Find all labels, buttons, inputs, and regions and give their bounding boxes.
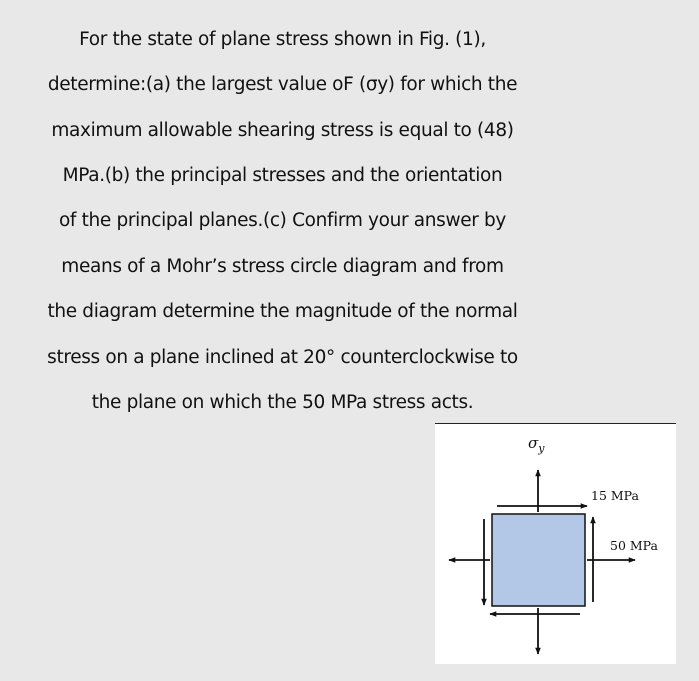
problem-line-6: means of a Mohr’s stress circle diagram and from xyxy=(61,256,504,277)
problem-line-5: of the principal planes.(c) Confirm your answer by xyxy=(58,210,507,231)
stress-element xyxy=(492,514,585,606)
problem-line-8: stress on a plane inclined at 20° counterclockwise to xyxy=(47,347,518,368)
normal-stress-label: 50 MPa xyxy=(610,538,658,553)
sigma-y-label: $\sigma_y$ xyxy=(528,434,545,455)
problem-line-4: MPa.(b) the principal stresses and the orientation xyxy=(62,165,503,186)
shear-stress-label: 15 MPa xyxy=(591,488,639,503)
problem-line-2: determine:(a) the largest value oF (σy) for which the xyxy=(47,74,518,95)
problem-line-3: maximum allowable shearing stress is equal to (48) xyxy=(51,120,514,141)
problem-line-7: the diagram determine the magnitude of the normal xyxy=(47,301,518,322)
stress-element-figure xyxy=(435,423,676,664)
problem-line-1: For the state of plane stress shown in Fig. (1), xyxy=(79,29,486,50)
problem-line-9: the plane on which the 50 MPa stress acts. xyxy=(91,392,474,413)
